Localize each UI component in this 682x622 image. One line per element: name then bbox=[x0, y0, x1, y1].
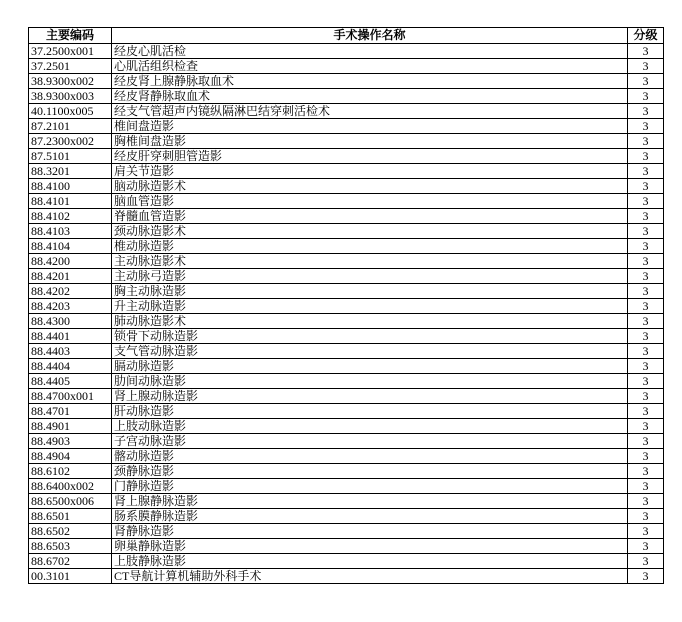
procedure-code-cell: 88.6702 bbox=[29, 553, 112, 568]
procedure-code-cell: 00.3101 bbox=[29, 568, 112, 583]
procedure-code-cell: 88.4202 bbox=[29, 283, 112, 298]
procedure-name-cell: 肾上腺动脉造影 bbox=[112, 388, 628, 403]
procedure-grade-cell: 3 bbox=[628, 73, 664, 88]
procedure-code-cell: 88.4901 bbox=[29, 418, 112, 433]
procedure-grade-cell: 3 bbox=[628, 283, 664, 298]
column-header-name: 手术操作名称 bbox=[112, 28, 628, 44]
procedure-code-cell: 88.4701 bbox=[29, 403, 112, 418]
procedure-name-cell: CT导航计算机辅助外科手术 bbox=[112, 568, 628, 583]
procedure-grade-cell: 3 bbox=[628, 373, 664, 388]
procedure-code-cell: 88.6500x006 bbox=[29, 493, 112, 508]
procedure-code-cell: 88.4405 bbox=[29, 373, 112, 388]
procedure-code-cell: 37.2501 bbox=[29, 58, 112, 73]
table-row bbox=[29, 253, 664, 268]
procedure-name-cell: 经支气管超声内镜纵隔淋巴结穿刺活检术 bbox=[112, 103, 628, 118]
procedure-grade-cell: 3 bbox=[628, 508, 664, 523]
table-row bbox=[29, 178, 664, 193]
procedure-code-cell: 88.4100 bbox=[29, 178, 112, 193]
procedure-grade-cell: 3 bbox=[628, 523, 664, 538]
procedure-grade-cell: 3 bbox=[628, 553, 664, 568]
procedure-code-cell: 88.4903 bbox=[29, 433, 112, 448]
table-row bbox=[29, 193, 664, 208]
table-row bbox=[29, 208, 664, 223]
procedure-code-cell: 88.3201 bbox=[29, 163, 112, 178]
column-header-grade: 分级 bbox=[628, 28, 664, 44]
table-row bbox=[29, 238, 664, 253]
procedure-code-cell: 88.4401 bbox=[29, 328, 112, 343]
procedure-code-cell: 38.9300x003 bbox=[29, 88, 112, 103]
procedure-grade-cell: 3 bbox=[628, 493, 664, 508]
table-row bbox=[29, 373, 664, 388]
table-row bbox=[29, 163, 664, 178]
procedure-grade-cell: 3 bbox=[628, 388, 664, 403]
procedure-grade-cell: 3 bbox=[628, 193, 664, 208]
table-row bbox=[29, 58, 664, 73]
procedure-grade-cell: 3 bbox=[628, 298, 664, 313]
procedure-name-cell: 升主动脉造影 bbox=[112, 298, 628, 313]
procedure-name-cell: 子宫动脉造影 bbox=[112, 433, 628, 448]
procedure-grade-cell: 3 bbox=[628, 403, 664, 418]
procedure-code-cell: 88.4201 bbox=[29, 268, 112, 283]
procedure-grade-cell: 3 bbox=[628, 133, 664, 148]
procedure-grade-cell: 3 bbox=[628, 448, 664, 463]
table-row bbox=[29, 298, 664, 313]
procedure-name-cell: 经皮心肌活检 bbox=[112, 43, 628, 58]
procedure-name-cell: 上肢动脉造影 bbox=[112, 418, 628, 433]
procedure-code-cell: 88.6400x002 bbox=[29, 478, 112, 493]
procedure-name-cell: 肩关节造影 bbox=[112, 163, 628, 178]
procedure-grade-cell: 3 bbox=[628, 433, 664, 448]
procedure-name-cell: 胸椎间盘造影 bbox=[112, 133, 628, 148]
procedure-name-cell: 膈动脉造影 bbox=[112, 358, 628, 373]
procedure-grade-cell: 3 bbox=[628, 463, 664, 478]
procedure-name-cell: 主动脉弓造影 bbox=[112, 268, 628, 283]
procedure-name-cell: 脑动脉造影术 bbox=[112, 178, 628, 193]
procedure-name-cell: 经皮肾静脉取血术 bbox=[112, 88, 628, 103]
table-row bbox=[29, 148, 664, 163]
procedure-code-cell: 88.4200 bbox=[29, 253, 112, 268]
procedure-code-cell: 88.4403 bbox=[29, 343, 112, 358]
procedure-name-cell: 脊髓血管造影 bbox=[112, 208, 628, 223]
procedure-name-cell: 肝动脉造影 bbox=[112, 403, 628, 418]
table-row bbox=[29, 388, 664, 403]
procedure-name-cell: 颈静脉造影 bbox=[112, 463, 628, 478]
table-row bbox=[29, 463, 664, 478]
procedure-code-cell: 88.4404 bbox=[29, 358, 112, 373]
procedure-grade-cell: 3 bbox=[628, 163, 664, 178]
procedure-name-cell: 肺动脉造影术 bbox=[112, 313, 628, 328]
table-row bbox=[29, 268, 664, 283]
procedure-code-cell: 88.4102 bbox=[29, 208, 112, 223]
column-header-code: 主要编码 bbox=[29, 28, 112, 44]
table-body bbox=[29, 43, 664, 583]
procedure-grade-cell: 3 bbox=[628, 118, 664, 133]
table-row bbox=[29, 118, 664, 133]
procedure-name-cell: 胸主动脉造影 bbox=[112, 283, 628, 298]
table-row bbox=[29, 448, 664, 463]
procedure-name-cell: 肾静脉造影 bbox=[112, 523, 628, 538]
procedure-table bbox=[28, 27, 664, 584]
procedure-name-cell: 锁骨下动脉造影 bbox=[112, 328, 628, 343]
procedure-grade-cell: 3 bbox=[628, 208, 664, 223]
procedure-name-cell: 支气管动脉造影 bbox=[112, 343, 628, 358]
procedure-name-cell: 脑血管造影 bbox=[112, 193, 628, 208]
procedure-code-cell: 87.2101 bbox=[29, 118, 112, 133]
procedure-grade-cell: 3 bbox=[628, 538, 664, 553]
procedure-grade-cell: 3 bbox=[628, 568, 664, 583]
procedure-name-cell: 肠系膜静脉造影 bbox=[112, 508, 628, 523]
procedure-code-cell: 88.4904 bbox=[29, 448, 112, 463]
procedure-grade-cell: 3 bbox=[628, 358, 664, 373]
procedure-code-cell: 40.1100x005 bbox=[29, 103, 112, 118]
table-row bbox=[29, 433, 664, 448]
procedure-grade-cell: 3 bbox=[628, 88, 664, 103]
procedure-name-cell: 心肌活组织检查 bbox=[112, 58, 628, 73]
table-row bbox=[29, 43, 664, 58]
procedure-name-cell: 经皮肝穿刺胆管造影 bbox=[112, 148, 628, 163]
procedure-name-cell: 卵巢静脉造影 bbox=[112, 538, 628, 553]
procedure-code-cell: 87.2300x002 bbox=[29, 133, 112, 148]
table-row bbox=[29, 313, 664, 328]
procedure-grade-cell: 3 bbox=[628, 223, 664, 238]
procedure-name-cell: 椎动脉造影 bbox=[112, 238, 628, 253]
procedure-grade-cell: 3 bbox=[628, 43, 664, 58]
procedure-name-cell: 主动脉造影术 bbox=[112, 253, 628, 268]
procedure-name-cell: 肾上腺静脉造影 bbox=[112, 493, 628, 508]
table-row bbox=[29, 538, 664, 553]
table-row bbox=[29, 568, 664, 583]
table-row bbox=[29, 523, 664, 538]
table-row bbox=[29, 283, 664, 298]
procedure-grade-cell: 3 bbox=[628, 418, 664, 433]
table-row bbox=[29, 358, 664, 373]
table-row bbox=[29, 508, 664, 523]
procedure-name-cell: 门静脉造影 bbox=[112, 478, 628, 493]
procedure-grade-cell: 3 bbox=[628, 58, 664, 73]
procedure-code-cell: 88.4203 bbox=[29, 298, 112, 313]
table-row bbox=[29, 103, 664, 118]
table-row bbox=[29, 328, 664, 343]
table-row bbox=[29, 133, 664, 148]
procedure-grade-cell: 3 bbox=[628, 328, 664, 343]
procedure-code-cell: 88.6503 bbox=[29, 538, 112, 553]
procedure-name-cell: 椎间盘造影 bbox=[112, 118, 628, 133]
procedure-code-cell: 38.9300x002 bbox=[29, 73, 112, 88]
procedure-grade-cell: 3 bbox=[628, 253, 664, 268]
procedure-name-cell: 髂动脉造影 bbox=[112, 448, 628, 463]
procedure-code-cell: 88.4300 bbox=[29, 313, 112, 328]
procedure-grade-cell: 3 bbox=[628, 343, 664, 358]
table-row bbox=[29, 418, 664, 433]
header-row bbox=[29, 28, 664, 44]
procedure-name-cell: 经皮肾上腺静脉取血术 bbox=[112, 73, 628, 88]
procedure-code-cell: 88.4103 bbox=[29, 223, 112, 238]
procedure-code-cell: 37.2500x001 bbox=[29, 43, 112, 58]
procedure-code-cell: 88.6501 bbox=[29, 508, 112, 523]
procedure-code-cell: 88.6102 bbox=[29, 463, 112, 478]
table-row bbox=[29, 553, 664, 568]
table-row bbox=[29, 343, 664, 358]
procedure-code-cell: 88.6502 bbox=[29, 523, 112, 538]
procedure-grade-cell: 3 bbox=[628, 478, 664, 493]
table-row bbox=[29, 88, 664, 103]
procedure-code-cell: 88.4101 bbox=[29, 193, 112, 208]
table-row bbox=[29, 493, 664, 508]
procedure-code-cell: 87.5101 bbox=[29, 148, 112, 163]
table-row bbox=[29, 223, 664, 238]
table-row bbox=[29, 403, 664, 418]
procedure-code-cell: 88.4104 bbox=[29, 238, 112, 253]
table-row bbox=[29, 478, 664, 493]
procedure-grade-cell: 3 bbox=[628, 268, 664, 283]
procedure-grade-cell: 3 bbox=[628, 178, 664, 193]
table-row bbox=[29, 73, 664, 88]
procedure-name-cell: 肋间动脉造影 bbox=[112, 373, 628, 388]
procedure-sheet bbox=[28, 27, 664, 584]
procedure-code-cell: 88.4700x001 bbox=[29, 388, 112, 403]
procedure-grade-cell: 3 bbox=[628, 238, 664, 253]
procedure-name-cell: 上肢静脉造影 bbox=[112, 553, 628, 568]
procedure-name-cell: 颈动脉造影术 bbox=[112, 223, 628, 238]
procedure-grade-cell: 3 bbox=[628, 103, 664, 118]
procedure-grade-cell: 3 bbox=[628, 148, 664, 163]
procedure-grade-cell: 3 bbox=[628, 313, 664, 328]
